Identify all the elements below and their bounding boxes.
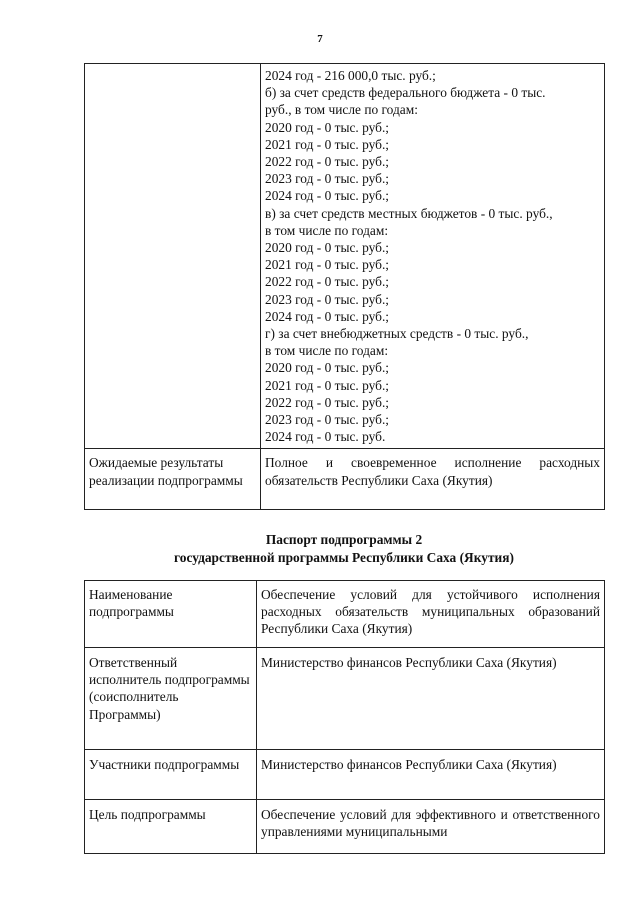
page-number: 7 — [317, 33, 323, 45]
funding-line: 2022 год - 0 тыс. руб.; — [265, 274, 390, 290]
passport-row-name — [85, 581, 605, 648]
funding-line: 2021 год - 0 тыс. руб.; — [265, 257, 390, 273]
funding-line: 2024 год - 0 тыс. руб.; — [265, 188, 390, 204]
funding-line: 2024 год - 0 тыс. руб. — [265, 429, 386, 445]
passport-heading-line1: Паспорт подпрограммы 2 — [265, 532, 423, 547]
funding-line: 2020 год - 0 тыс. руб.; — [265, 240, 390, 256]
funding-label-cell — [85, 64, 261, 449]
funding-line: г) за счет внебюджетных средств - 0 тыс. руб., — [265, 326, 529, 342]
funding-line: 2021 год - 0 тыс. руб.; — [265, 136, 390, 152]
expected-results-row — [85, 449, 605, 510]
passport-row-label: Ответственный исполнитель подпрограммы (соисполнитель Программы) — [85, 648, 257, 750]
passport-row-goal — [85, 800, 605, 854]
funding-line: 2024 год - 216 000,0 тыс. руб.; — [265, 68, 436, 83]
funding-line: 2020 год - 0 тыс. руб.; — [265, 119, 390, 135]
funding-line: в) за счет средств местных бюджетов - 0 тыс. руб., — [265, 205, 553, 221]
passport-row-value: Обеспечение условий для устойчивого исполнения расходных обязательств муниципальных образований Республики Саха (Якутия) — [257, 581, 605, 648]
passport-row-value: Обеспечение условий для эффективного и ответственного управлениями муниципальными — [257, 800, 605, 854]
passport-row-value: Министерство финансов Республики Саха (Якутия) — [257, 648, 605, 750]
passport-row-executor — [85, 648, 605, 750]
funding-line: 2023 год - 0 тыс. руб.; — [265, 412, 390, 428]
passport-row-value: Министерство финансов Республики Саха (Якутия) — [257, 750, 605, 800]
funding-row — [85, 64, 605, 449]
passport-row-label: Участники подпрограммы — [85, 750, 257, 800]
funding-line: в том числе по годам: — [265, 222, 389, 238]
funding-line: б) за счет средств федерального бюджета - 0 тыс. — [265, 85, 546, 101]
funding-line: 2021 год - 0 тыс. руб.; — [265, 377, 390, 393]
expected-results-label: Ожидаемые результаты реализации подпрограммы — [85, 449, 261, 510]
funding-line: 2020 год - 0 тыс. руб.; — [265, 360, 390, 376]
funding-line: в том числе по годам: — [265, 343, 389, 359]
funding-value-cell — [261, 64, 605, 449]
passport-row-label: Цель подпрограммы — [85, 800, 257, 854]
funding-line: руб., в том числе по годам: — [265, 102, 418, 118]
passport-heading — [84, 531, 604, 567]
funding-line: 2022 год - 0 тыс. руб.; — [265, 394, 390, 410]
funding-line: 2023 год - 0 тыс. руб.; — [265, 291, 390, 307]
expected-results-value: Полное и своевременное исполнение расходных обязательств Республики Саха (Якутия) — [261, 449, 605, 510]
funding-table — [84, 63, 605, 510]
passport-row-participants — [85, 750, 605, 800]
funding-line: 2022 год - 0 тыс. руб.; — [265, 154, 390, 170]
passport-table — [84, 580, 605, 854]
passport-row-label: Наименование подпрограммы — [85, 581, 257, 648]
funding-line: 2023 год - 0 тыс. руб.; — [265, 171, 390, 187]
passport-heading-line2: государственной программы Республики Саха (Якутия) — [174, 550, 514, 565]
funding-line: 2024 год - 0 тыс. руб.; — [265, 308, 390, 324]
